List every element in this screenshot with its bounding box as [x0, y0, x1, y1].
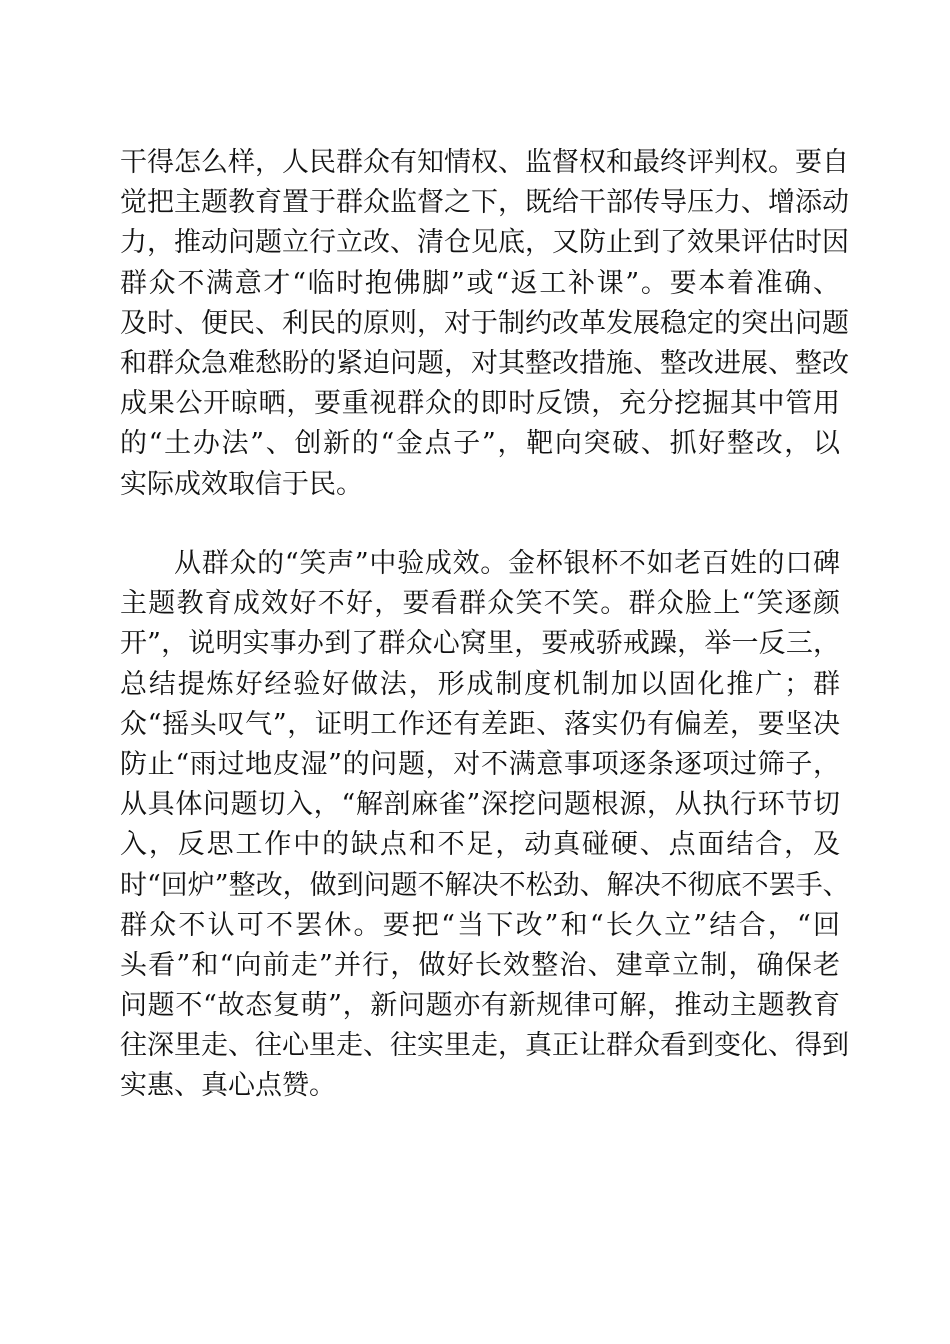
paragraph-line: 开”，说明实事办到了群众心窝里，要戒骄戒躁，举一反三， — [120, 628, 840, 660]
paragraph-line: 主题教育成效好不好，要看群众笑不笑。群众脸上“笑逐颜 — [120, 588, 840, 620]
paragraph-2 — [120, 544, 850, 1107]
paragraph-line: 及时、便民、利民的原则，对于制约改革发展稳定的突出问题 — [120, 307, 849, 339]
paragraph-line: 群众不满意才“临时抱佛脚”或“返工补课”。要本着准确、 — [120, 267, 840, 299]
paragraph-line: 从群众的“笑声”中验成效。金杯银杯不如老百姓的口碑 — [174, 548, 840, 579]
paragraph-line: 实际成效取信于民。 — [120, 468, 363, 500]
paragraph-line: 和群众急难愁盼的紧迫问题，对其整改措施、整改进展、整改 — [120, 347, 849, 379]
paragraph-line: 问题不“故态复萌”，新问题亦有新规律可解，推动主题教育 — [120, 990, 840, 1022]
paragraph-line: 群众不认可不罢休。要把“当下改”和“长久立”结合，“回 — [120, 909, 840, 941]
paragraph-line: 往深里走、往心里走、往实里走，真正让群众看到变化、得到 — [120, 1030, 849, 1062]
paragraph-1 — [120, 143, 849, 505]
paragraph-line: 众“摇头叹气”，证明工作还有差距、落实仍有偏差，要坚决 — [120, 708, 840, 740]
paragraph-line: 实惠、真心点赞。 — [120, 1070, 336, 1102]
paragraph-line: 的“土办法”、创新的“金点子”，靶向突破、抓好整改，以 — [120, 428, 840, 460]
paragraph-line: 入，反思工作中的缺点和不足，动真碰硬、点面结合，及 — [120, 829, 840, 861]
paragraph-line: 头看”和“向前走”并行，做好长效整治、建章立制，确保老 — [120, 949, 840, 981]
paragraph-line: 力，推动问题立行立改、清仓见底，又防止到了效果评估时因 — [120, 227, 849, 259]
paragraph-line: 觉把主题教育置于群众监督之下，既给干部传导压力、增添动 — [120, 187, 849, 219]
paragraph-line: 从具体问题切入，“解剖麻雀”深挖问题根源，从执行环节切 — [120, 789, 840, 821]
paragraph-line: 总结提炼好经验好做法，形成制度机制加以固化推广；群 — [120, 668, 840, 700]
paragraph-line: 成果公开晾晒，要重视群众的即时反馈，充分挖掘其中管用 — [120, 388, 840, 420]
paragraph-line: 干得怎么样，人民群众有知情权、监督权和最终评判权。要自 — [120, 147, 849, 178]
paragraph-line: 防止“雨过地皮湿”的问题，对不满意事项逐条逐项过筛子， — [120, 748, 840, 780]
paragraph-line: 时“回炉”整改，做到问题不解决不松劲、解决不彻底不罢手、 — [120, 869, 850, 901]
